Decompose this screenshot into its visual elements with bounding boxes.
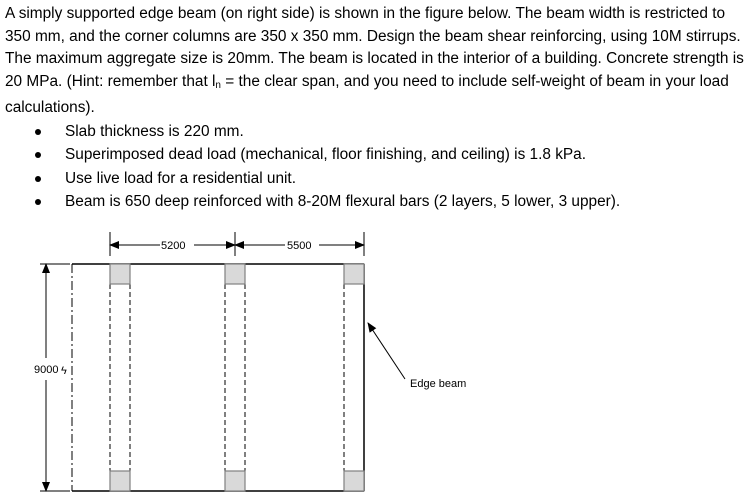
problem-intro-text: A simply supported edge beam (on right side) is shown in the figure below. The beam width is restricted to 350 mm, and the corner columns are 350 x 350 mm. Design the beam shear reinforcing, using 10M stirrups. The maximum aggregate size is 20mm. The beam is located in the interior of a building. Concrete strength is 20 MPa. (Hint: remember that l: [5, 5, 744, 90]
given-superimposed-dead-load: Superimposed dead load (mechanical, floor finishing, and ceiling) is 1.8 kPa.: [5, 143, 753, 166]
given-beam-reinforcement: Beam is 650 deep reinforced with 8-20M flexural bars (2 layers, 5 lower, 3 upper).: [5, 190, 753, 213]
column-top-middle: [225, 264, 245, 284]
given-slab-thickness: Slab thickness is 220 mm.: [5, 120, 753, 143]
span-right-label: 5500: [287, 240, 312, 252]
column-bottom-middle: [225, 471, 245, 491]
column-top-right: [344, 264, 364, 284]
height-label: 9000: [34, 364, 59, 376]
given-live-load: Use live load for a residential unit.: [5, 167, 753, 190]
break-symbol: ϟ: [61, 365, 67, 377]
column-bottom-left: [110, 471, 130, 491]
column-top-left: [110, 264, 130, 284]
edge-beam-leader-line: [368, 323, 405, 379]
clear-span-subscript: n: [215, 79, 221, 91]
column-bottom-right: [344, 471, 364, 491]
edge-beam-label: Edge beam: [410, 378, 467, 390]
problem-intro-text-end: = the clear span, and you need to include self-weight of beam in your load calculations).: [5, 72, 729, 117]
span-left-label: 5200: [161, 240, 186, 252]
